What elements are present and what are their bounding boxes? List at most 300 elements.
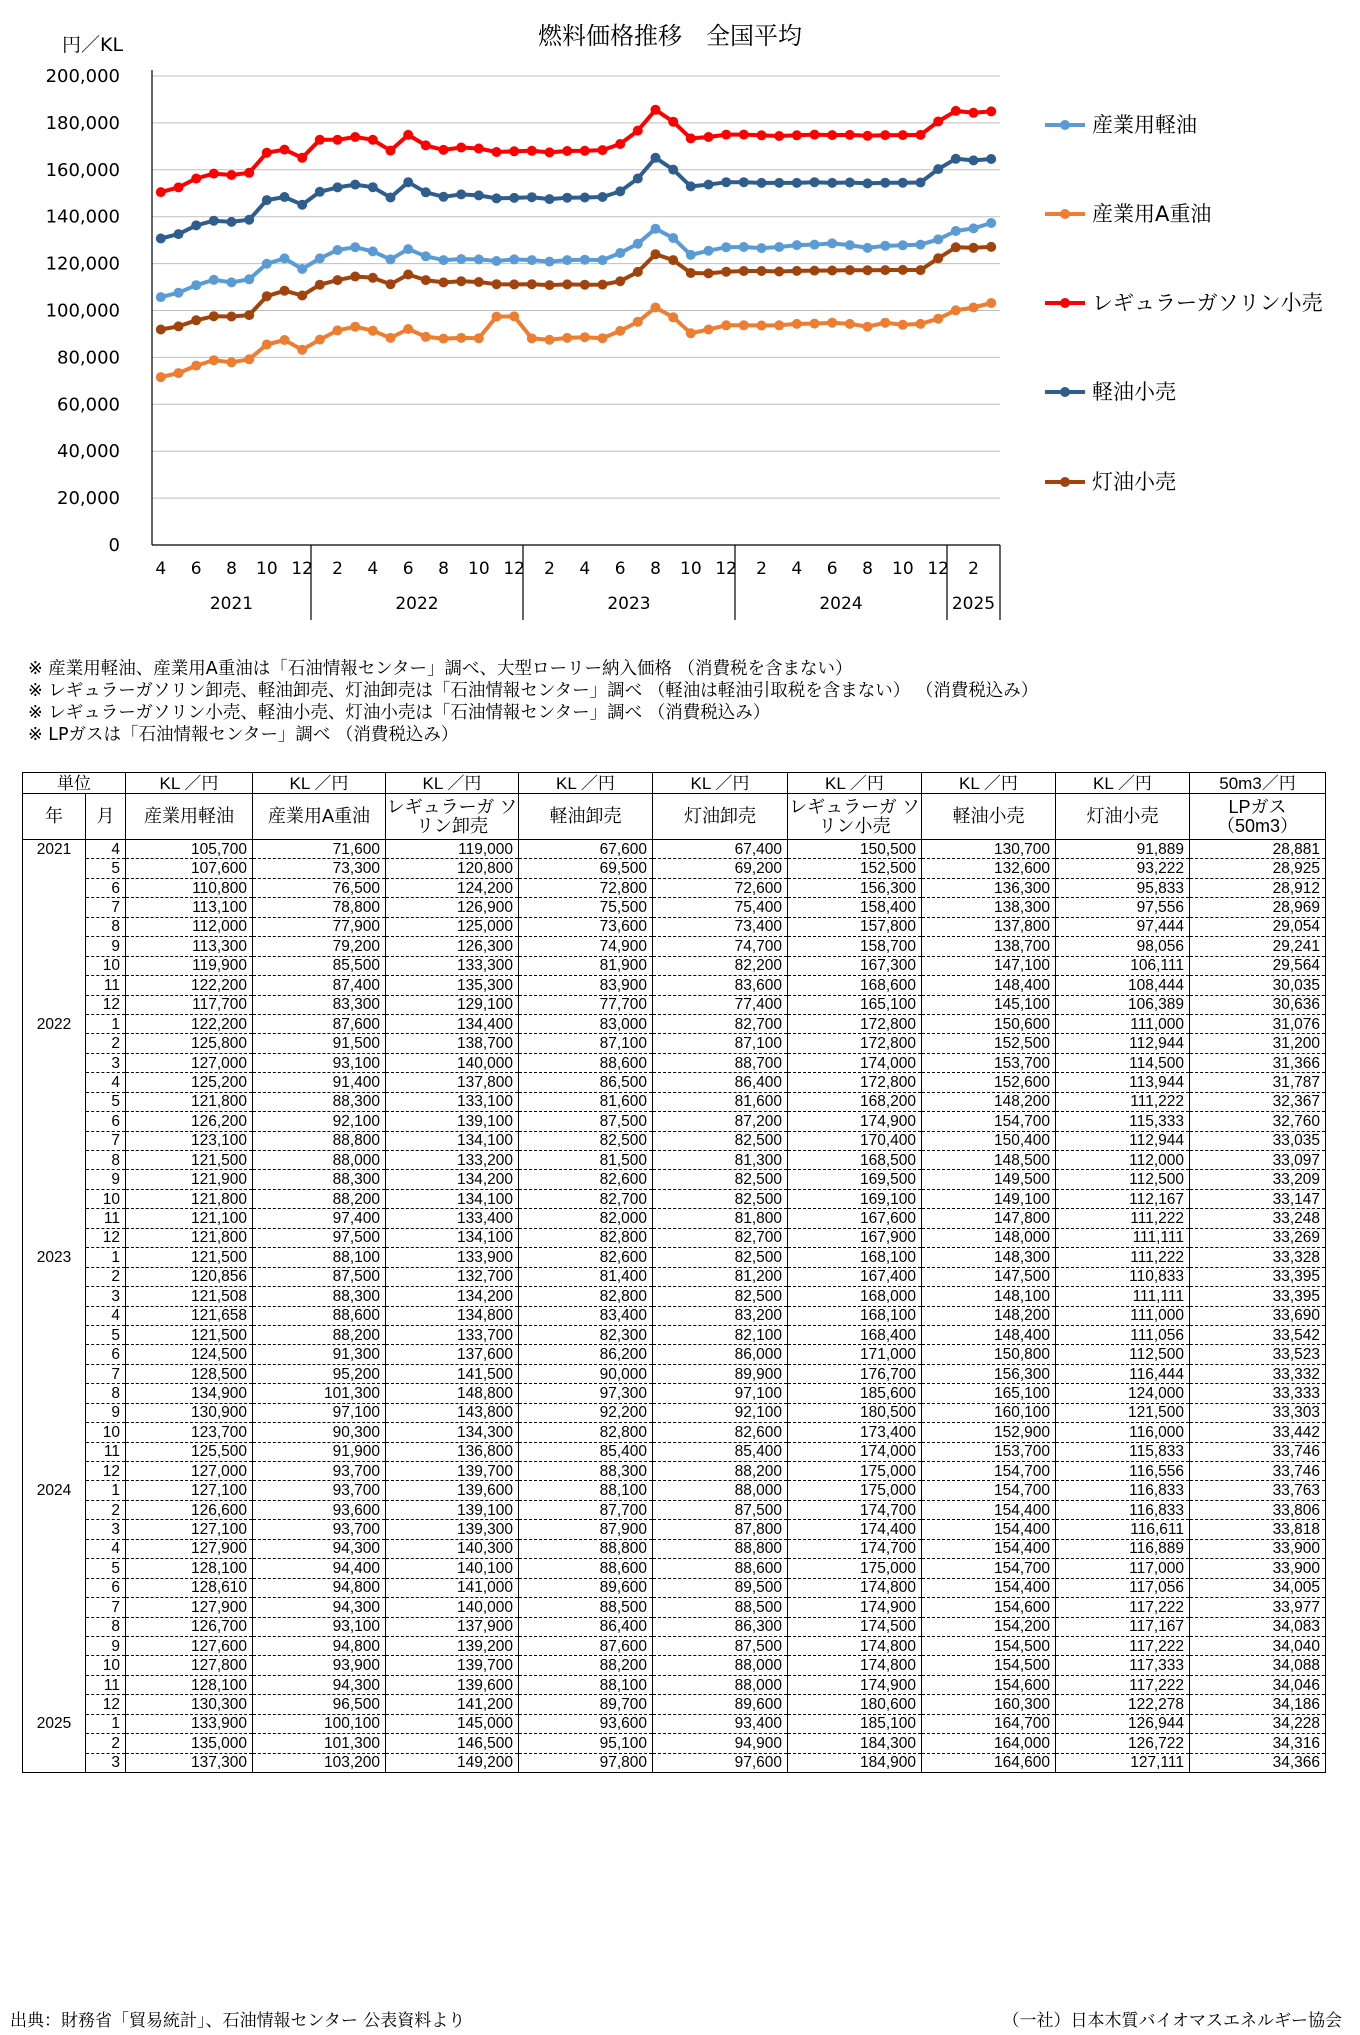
month-cell: 4 <box>86 840 126 859</box>
value-cell: 139,300 <box>386 1520 519 1539</box>
value-cell: 174,900 <box>788 1598 922 1617</box>
value-cell: 150,500 <box>788 840 922 859</box>
y-tick-label: 40,000 <box>57 441 120 463</box>
data-point <box>845 265 855 275</box>
value-cell: 94,900 <box>653 1734 788 1753</box>
value-cell: 34,228 <box>1190 1714 1326 1733</box>
value-cell: 174,800 <box>788 1578 922 1597</box>
data-point <box>527 192 537 202</box>
value-cell: 96,500 <box>253 1695 386 1714</box>
value-cell: 88,200 <box>653 1462 788 1481</box>
month-cell: 7 <box>86 1598 126 1617</box>
table-row <box>23 1014 1326 1033</box>
value-cell: 110,800 <box>126 878 253 897</box>
value-cell: 88,000 <box>653 1481 788 1500</box>
column-header: 産業用軽油 <box>126 794 253 840</box>
data-point <box>969 108 979 118</box>
value-cell: 154,700 <box>922 1559 1056 1578</box>
value-cell: 121,800 <box>126 1189 253 1208</box>
value-cell: 69,200 <box>653 859 788 878</box>
value-cell: 89,600 <box>519 1578 653 1597</box>
value-cell: 112,500 <box>1056 1345 1190 1364</box>
data-point <box>774 267 784 277</box>
value-cell: 86,400 <box>653 1073 788 1092</box>
data-point <box>845 319 855 329</box>
data-point <box>209 169 219 179</box>
data-point <box>386 193 396 203</box>
column-header: 産業用A重油 <box>253 794 386 840</box>
data-point <box>898 240 908 250</box>
data-point <box>456 143 466 153</box>
data-point <box>509 311 519 321</box>
month-cell: 10 <box>86 1656 126 1675</box>
month-cell: 6 <box>86 1112 126 1131</box>
value-cell: 83,900 <box>519 976 653 995</box>
data-point <box>403 324 413 334</box>
column-header: 灯油卸売 <box>653 794 788 840</box>
value-cell: 29,054 <box>1190 917 1326 936</box>
data-point <box>492 312 502 322</box>
value-cell: 120,800 <box>386 859 519 878</box>
y-axis-unit: 円／KL <box>62 34 124 56</box>
legend-label: 産業用軽油 <box>1092 113 1197 137</box>
x-tick-label: 8 <box>862 559 873 579</box>
value-cell: 87,900 <box>519 1520 653 1539</box>
value-cell: 31,200 <box>1190 1034 1326 1053</box>
value-cell: 180,500 <box>788 1403 922 1422</box>
value-cell: 119,900 <box>126 956 253 975</box>
value-cell: 119,000 <box>386 840 519 859</box>
chart-title: 燃料価格推移 全国平均 <box>538 22 802 50</box>
x-tick-label: 10 <box>680 559 702 579</box>
data-point <box>439 277 449 287</box>
month-cell: 6 <box>86 878 126 897</box>
legend-label: 灯油小売 <box>1092 470 1176 494</box>
value-cell: 88,600 <box>519 1053 653 1072</box>
x-tick-label: 2 <box>332 559 343 579</box>
value-cell: 28,881 <box>1190 840 1326 859</box>
series-lines <box>156 105 996 382</box>
value-cell: 130,300 <box>126 1695 253 1714</box>
value-cell: 133,300 <box>386 956 519 975</box>
value-cell: 127,600 <box>126 1636 253 1655</box>
data-point <box>633 267 643 277</box>
year-label: 2025 <box>951 594 996 614</box>
y-tick-labels <box>46 66 120 556</box>
value-cell: 172,800 <box>788 1073 922 1092</box>
month-cell: 12 <box>86 1695 126 1714</box>
value-cell: 92,100 <box>653 1403 788 1422</box>
y-tick-label: 100,000 <box>45 300 120 322</box>
year-cell <box>23 1695 86 1714</box>
value-cell: 121,500 <box>126 1151 253 1170</box>
value-cell: 87,500 <box>253 1267 386 1286</box>
data-point <box>792 319 802 329</box>
data-point <box>191 315 201 325</box>
data-point <box>845 178 855 188</box>
table-row <box>23 1325 1326 1344</box>
value-cell: 82,800 <box>519 1423 653 1442</box>
data-point <box>863 322 873 332</box>
value-cell: 112,000 <box>1056 1151 1190 1170</box>
data-point <box>951 242 961 252</box>
year-cell <box>23 1306 86 1325</box>
value-cell: 33,328 <box>1190 1248 1326 1267</box>
value-cell: 130,900 <box>126 1403 253 1422</box>
data-point <box>721 267 731 277</box>
value-cell: 127,100 <box>126 1481 253 1500</box>
data-point <box>527 279 537 289</box>
value-cell: 93,100 <box>253 1617 386 1636</box>
value-cell: 175,000 <box>788 1559 922 1578</box>
table-row <box>23 1559 1326 1578</box>
year-cell <box>23 859 86 878</box>
value-cell: 148,400 <box>922 1325 1056 1344</box>
data-point <box>562 255 572 265</box>
value-cell: 74,900 <box>519 937 653 956</box>
data-point <box>439 255 449 265</box>
value-cell: 154,500 <box>922 1636 1056 1655</box>
value-cell: 72,800 <box>519 878 653 897</box>
data-point <box>668 233 678 243</box>
value-cell: 34,366 <box>1190 1753 1326 1772</box>
value-cell: 146,500 <box>386 1734 519 1753</box>
data-point <box>368 135 378 145</box>
data-point <box>456 333 466 343</box>
data-point <box>739 130 749 140</box>
value-cell: 83,400 <box>519 1306 653 1325</box>
table-row <box>23 917 1326 936</box>
data-point <box>280 286 290 296</box>
value-cell: 95,100 <box>519 1734 653 1753</box>
year-cell <box>23 1170 86 1189</box>
data-point <box>191 220 201 230</box>
month-cell: 1 <box>86 1481 126 1500</box>
data-point <box>456 254 466 264</box>
table-row <box>23 1170 1326 1189</box>
table-row <box>23 1675 1326 1694</box>
value-cell: 127,000 <box>126 1462 253 1481</box>
value-cell: 31,076 <box>1190 1014 1326 1033</box>
month-cell: 11 <box>86 1442 126 1461</box>
value-cell: 79,200 <box>253 937 386 956</box>
value-cell: 33,818 <box>1190 1520 1326 1539</box>
year-cell <box>23 1053 86 1072</box>
month-cell: 3 <box>86 1520 126 1539</box>
value-cell: 101,300 <box>253 1734 386 1753</box>
data-point <box>527 146 537 156</box>
value-cell: 29,564 <box>1190 956 1326 975</box>
value-cell: 87,600 <box>519 1636 653 1655</box>
value-cell: 88,500 <box>519 1598 653 1617</box>
value-cell: 111,000 <box>1056 1306 1190 1325</box>
data-point <box>492 256 502 266</box>
value-cell: 126,722 <box>1056 1734 1190 1753</box>
month-cell: 5 <box>86 1092 126 1111</box>
data-point <box>668 165 678 175</box>
value-cell: 112,944 <box>1056 1131 1190 1150</box>
value-cell: 78,800 <box>253 898 386 917</box>
year-cell: 2024 <box>23 1481 86 1500</box>
table-row <box>23 1034 1326 1053</box>
data-point <box>350 180 360 190</box>
value-cell: 33,690 <box>1190 1306 1326 1325</box>
value-cell: 91,889 <box>1056 840 1190 859</box>
data-point <box>810 177 820 187</box>
y-tick-label: 200,000 <box>45 66 120 87</box>
month-cell: 5 <box>86 1559 126 1578</box>
value-cell: 136,300 <box>922 878 1056 897</box>
value-cell: 154,200 <box>922 1617 1056 1636</box>
value-cell: 95,833 <box>1056 878 1190 897</box>
data-point <box>704 325 714 335</box>
year-cell: 2022 <box>23 1014 86 1033</box>
legend-marker <box>1060 477 1070 487</box>
data-point <box>403 270 413 280</box>
value-cell: 168,200 <box>788 1092 922 1111</box>
data-point <box>315 135 325 145</box>
value-cell: 165,100 <box>922 1384 1056 1403</box>
month-cell: 8 <box>86 1617 126 1636</box>
year-cell <box>23 1228 86 1247</box>
value-cell: 121,508 <box>126 1287 253 1306</box>
value-cell: 93,700 <box>253 1462 386 1481</box>
value-cell: 126,300 <box>386 937 519 956</box>
value-cell: 185,100 <box>788 1714 922 1733</box>
data-point <box>598 255 608 265</box>
data-point <box>615 186 625 196</box>
value-cell: 152,600 <box>922 1073 1056 1092</box>
data-point <box>368 273 378 283</box>
year-cell: 2023 <box>23 1248 86 1267</box>
data-point <box>580 193 590 203</box>
value-cell: 97,444 <box>1056 917 1190 936</box>
data-point <box>262 340 272 350</box>
value-cell: 82,200 <box>653 956 788 975</box>
year-cell <box>23 995 86 1014</box>
data-point <box>174 368 184 378</box>
value-cell: 30,035 <box>1190 976 1326 995</box>
year-cell <box>23 1636 86 1655</box>
value-cell: 124,000 <box>1056 1384 1190 1403</box>
data-point <box>827 266 837 276</box>
value-cell: 174,500 <box>788 1617 922 1636</box>
value-cell: 125,500 <box>126 1442 253 1461</box>
value-cell: 82,500 <box>519 1131 653 1150</box>
data-point <box>562 333 572 343</box>
value-cell: 82,500 <box>653 1248 788 1267</box>
value-cell: 115,333 <box>1056 1112 1190 1131</box>
year-cell <box>23 1675 86 1694</box>
value-cell: 121,100 <box>126 1209 253 1228</box>
value-cell: 106,111 <box>1056 956 1190 975</box>
value-cell: 81,800 <box>653 1209 788 1228</box>
table-row <box>23 1617 1326 1636</box>
data-point <box>280 335 290 345</box>
column-header: LPガス （50m3） <box>1190 794 1326 840</box>
value-cell: 88,200 <box>253 1325 386 1344</box>
value-cell: 82,800 <box>519 1228 653 1247</box>
value-cell: 134,300 <box>386 1423 519 1442</box>
value-cell: 86,300 <box>653 1617 788 1636</box>
data-point <box>774 242 784 252</box>
value-cell: 97,300 <box>519 1384 653 1403</box>
data-point <box>244 274 254 284</box>
value-cell: 157,800 <box>788 917 922 936</box>
year-cell <box>23 956 86 975</box>
value-cell: 103,200 <box>253 1753 386 1772</box>
value-cell: 158,400 <box>788 898 922 917</box>
value-cell: 164,600 <box>922 1753 1056 1772</box>
data-point <box>951 226 961 236</box>
table-row <box>23 1073 1326 1092</box>
data-point <box>156 325 166 335</box>
month-cell: 6 <box>86 1578 126 1597</box>
value-cell: 133,400 <box>386 1209 519 1228</box>
value-cell: 111,000 <box>1056 1014 1190 1033</box>
value-cell: 141,500 <box>386 1364 519 1383</box>
value-cell: 125,800 <box>126 1034 253 1053</box>
unit-cell: KL ／円 <box>386 773 519 794</box>
value-cell: 69,500 <box>519 859 653 878</box>
year-cell <box>23 1578 86 1597</box>
value-cell: 140,100 <box>386 1559 519 1578</box>
value-cell: 93,600 <box>253 1500 386 1519</box>
value-cell: 164,000 <box>922 1734 1056 1753</box>
month-column-header: 月 <box>86 794 126 840</box>
value-cell: 127,000 <box>126 1053 253 1072</box>
value-cell: 88,500 <box>653 1598 788 1617</box>
data-point <box>262 148 272 158</box>
value-cell: 31,366 <box>1190 1053 1326 1072</box>
table-row <box>23 840 1326 859</box>
month-cell: 6 <box>86 1345 126 1364</box>
data-point <box>668 117 678 127</box>
value-cell: 77,700 <box>519 995 653 1014</box>
data-point <box>686 181 696 191</box>
value-cell: 134,900 <box>126 1384 253 1403</box>
data-point <box>792 266 802 276</box>
value-cell: 83,000 <box>519 1014 653 1033</box>
value-cell: 126,200 <box>126 1112 253 1131</box>
year-cell: 2025 <box>23 1714 86 1733</box>
year-label: 2023 <box>607 594 651 614</box>
value-cell: 128,610 <box>126 1578 253 1597</box>
data-point <box>651 153 661 163</box>
column-header: 灯油小売 <box>1056 794 1190 840</box>
table-row <box>23 1753 1326 1772</box>
value-cell: 174,400 <box>788 1520 922 1539</box>
value-cell: 77,400 <box>653 995 788 1014</box>
value-cell: 116,833 <box>1056 1481 1190 1500</box>
value-cell: 135,000 <box>126 1734 253 1753</box>
value-cell: 33,395 <box>1190 1267 1326 1286</box>
month-cell: 10 <box>86 1423 126 1442</box>
value-cell: 139,100 <box>386 1112 519 1131</box>
value-cell: 88,600 <box>519 1559 653 1578</box>
data-point <box>704 180 714 190</box>
value-cell: 154,500 <box>922 1656 1056 1675</box>
value-cell: 111,222 <box>1056 1248 1190 1267</box>
data-point <box>386 279 396 289</box>
value-cell: 139,600 <box>386 1675 519 1694</box>
data-point <box>774 178 784 188</box>
table-row <box>23 1306 1326 1325</box>
value-cell: 168,100 <box>788 1306 922 1325</box>
data-point <box>474 254 484 264</box>
year-cell <box>23 1345 86 1364</box>
value-cell: 90,300 <box>253 1423 386 1442</box>
table-row <box>23 1423 1326 1442</box>
value-cell: 149,100 <box>922 1189 1056 1208</box>
value-cell: 83,600 <box>653 976 788 995</box>
month-cell: 9 <box>86 937 126 956</box>
data-point <box>721 130 731 140</box>
table-row <box>23 956 1326 975</box>
x-tick-label: 8 <box>226 559 237 579</box>
data-point <box>810 130 820 140</box>
value-cell: 87,500 <box>519 1112 653 1131</box>
value-cell: 137,300 <box>126 1753 253 1772</box>
data-point <box>898 178 908 188</box>
value-cell: 88,000 <box>253 1151 386 1170</box>
column-header: レギュラーガ ソリン小売 <box>788 794 922 840</box>
value-cell: 184,900 <box>788 1753 922 1772</box>
data-point <box>368 246 378 256</box>
value-cell: 33,248 <box>1190 1209 1326 1228</box>
year-cell: 2021 <box>23 840 86 859</box>
value-cell: 86,500 <box>519 1073 653 1092</box>
value-cell: 33,333 <box>1190 1384 1326 1403</box>
data-point <box>562 146 572 156</box>
value-cell: 82,500 <box>653 1189 788 1208</box>
value-cell: 32,367 <box>1190 1092 1326 1111</box>
value-cell: 141,200 <box>386 1695 519 1714</box>
value-cell: 122,278 <box>1056 1695 1190 1714</box>
data-point <box>880 318 890 328</box>
value-cell: 167,400 <box>788 1267 922 1286</box>
fuel-price-chart <box>0 0 1360 640</box>
value-cell: 147,100 <box>922 956 1056 975</box>
data-point <box>209 275 219 285</box>
data-point <box>615 139 625 149</box>
unit-header: 単位 <box>23 773 126 794</box>
data-point <box>368 326 378 336</box>
table-row <box>23 1053 1326 1072</box>
table-row <box>23 1248 1326 1267</box>
value-cell: 117,700 <box>126 995 253 1014</box>
data-point <box>633 126 643 136</box>
value-cell: 112,000 <box>126 917 253 936</box>
value-cell: 32,760 <box>1190 1112 1326 1131</box>
data-point <box>244 168 254 178</box>
data-point <box>403 130 413 140</box>
value-cell: 113,100 <box>126 898 253 917</box>
table-row <box>23 1267 1326 1286</box>
value-cell: 136,800 <box>386 1442 519 1461</box>
value-cell: 172,800 <box>788 1014 922 1033</box>
value-cell: 88,100 <box>519 1675 653 1694</box>
value-cell: 121,500 <box>126 1248 253 1267</box>
value-cell: 98,056 <box>1056 937 1190 956</box>
data-point <box>421 187 431 197</box>
value-cell: 33,900 <box>1190 1559 1326 1578</box>
x-tick-label: 2 <box>756 559 767 579</box>
value-cell: 86,200 <box>519 1345 653 1364</box>
value-cell: 174,700 <box>788 1500 922 1519</box>
value-cell: 82,800 <box>519 1287 653 1306</box>
value-cell: 33,900 <box>1190 1539 1326 1558</box>
